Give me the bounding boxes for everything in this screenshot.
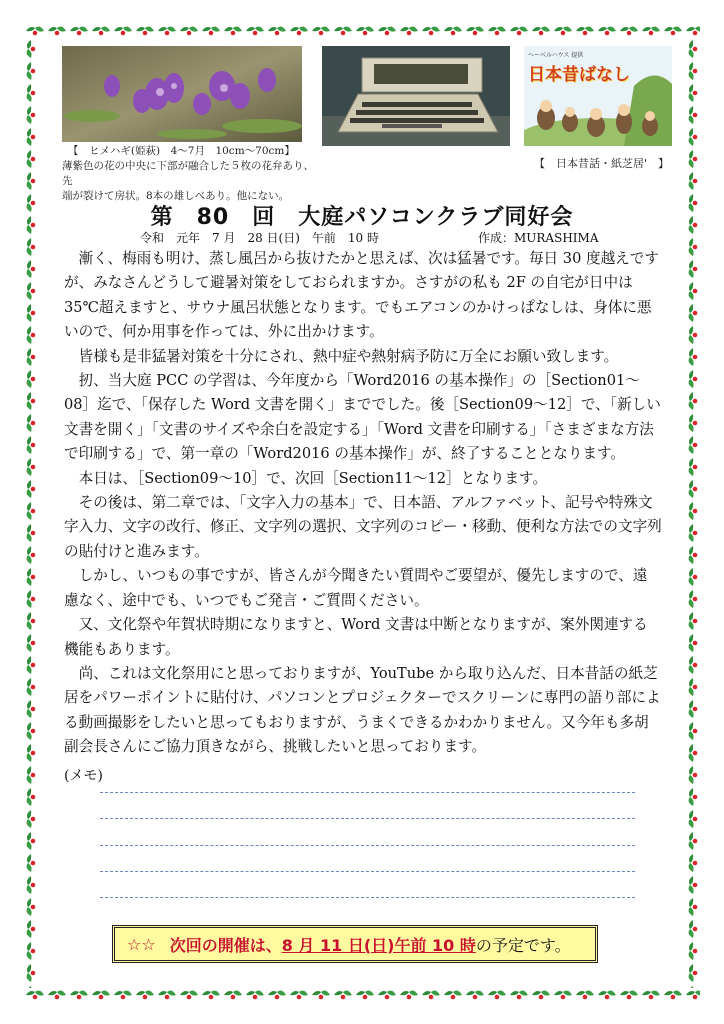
logo-top-text: ヘーベルハウス 提供 xyxy=(528,52,584,59)
holly-border-bottom xyxy=(24,986,700,1004)
logo-caption: 【 日本昔話・紙芝居' 】 xyxy=(534,157,670,170)
paragraph: 尚、これは文化祭用にと思っておりますが、YouTube から取り込んだ、日本昔話の紙芝居をパワーポイントに貼付け、パソコンとプロジェクターでスクリーンに専門の語り部による動画撮影をしたいと思ってもおりますが、うまくできるかわかりません。又今年も多胡副会長さんにご協力頂きながら、挑戦したいと思っております。 xyxy=(64,664,661,756)
memo-line xyxy=(100,871,635,872)
holly-border-left xyxy=(22,38,40,988)
flower-caption-line1: 【 ヒメハギ(姫萩) 4〜7月 10cm〜70cm】 xyxy=(68,145,295,157)
paragraph: 扨、当大庭 PCC の学習は、今年度から「Word2016 の基本操作」の［Section01〜08］迄で、「保存した Word 文書を開く」まででした。後［Section09〜12］で、「新しい文書を開く」「文書のサイズや余白を設定する」「Word 文書を印刷する」「さまざまな方法で印刷する」で、第一章の「Word2016 の基本操作」が、終了することとなります。 xyxy=(64,372,661,463)
notice-lead: 次回の開催は、 xyxy=(169,935,282,955)
flower-photo xyxy=(62,46,302,142)
paragraph: 皆様も是非猛暑対策を十分にされ、熱中症や熱射病予防に万全にお願い致します。 xyxy=(78,347,619,365)
notice-tail: の予定です。 xyxy=(475,935,571,955)
flower-caption-line2: 薄紫色の花の中央に下部が融合した５枚の花弁あり、先 xyxy=(62,160,314,187)
memo-line xyxy=(100,818,635,819)
holly-border-right xyxy=(684,38,702,988)
paragraph: 又、文化祭や年賀状時期になりますと、Word 文書は中断となりますが、案外関連する機能もあります。 xyxy=(64,616,648,658)
flower-caption-line3: 端が裂けて房状。8本の雄しべあり。他にない。 xyxy=(62,190,290,202)
logo-main-text: 日本昔ばなし xyxy=(528,65,630,85)
body-text xyxy=(64,247,662,760)
memo-line xyxy=(100,897,635,898)
memo-label: (メモ) xyxy=(64,768,103,784)
page-title: 第 80 回 大庭パソコンクラブ同好会 xyxy=(150,205,574,230)
paragraph: しかし、いつもの事ですが、皆さんが今聞きたい質問やご要望が、優先しますので、遠慮なく、途中でも、いつでもご発言・ご質問ください。 xyxy=(64,567,648,609)
notice-datetime: 8 月 11 日(日)午前 10 時 xyxy=(281,935,476,955)
holly-border-top xyxy=(24,22,700,40)
next-meeting-notice xyxy=(112,925,598,963)
paragraph: その後は、第二章では、「文字入力の基本」で、日本語、アルファベット、記号や特殊文字入力、文字の改行、修正、文字列の選択、文字列のコピー・移動、便利な方法での文字列の貼付けと進みます。 xyxy=(64,494,662,560)
computer-photo xyxy=(322,46,510,146)
paragraph: 漸く、梅雨も明け、蒸し風呂から抜けたかと思えば、次は猛暑です。毎日 30 度越えですが、みなさんどうして避暑対策をしておられますか。さすがの私も 2F の自宅が日中は 35℃超えますと、サウナ風呂状態となります。でもエアコンのかけっぱなしは、身体に悪いので、何か用事を作っては、外に出かけます。 xyxy=(64,250,659,341)
meeting-date: 令和 元年 7 月 28 日(日) 午前 10 時 xyxy=(140,231,379,245)
mukashibanashi-logo xyxy=(524,46,672,146)
memo-line xyxy=(100,845,635,846)
flower-caption xyxy=(62,144,322,204)
memo-line xyxy=(100,792,635,793)
paragraph: 本日は、［Section09〜10］で、次回［Section11〜12］となります。 xyxy=(78,469,548,487)
notice-stars: ☆☆ xyxy=(127,934,156,954)
author: 作成：MURASHIMA xyxy=(478,231,599,245)
